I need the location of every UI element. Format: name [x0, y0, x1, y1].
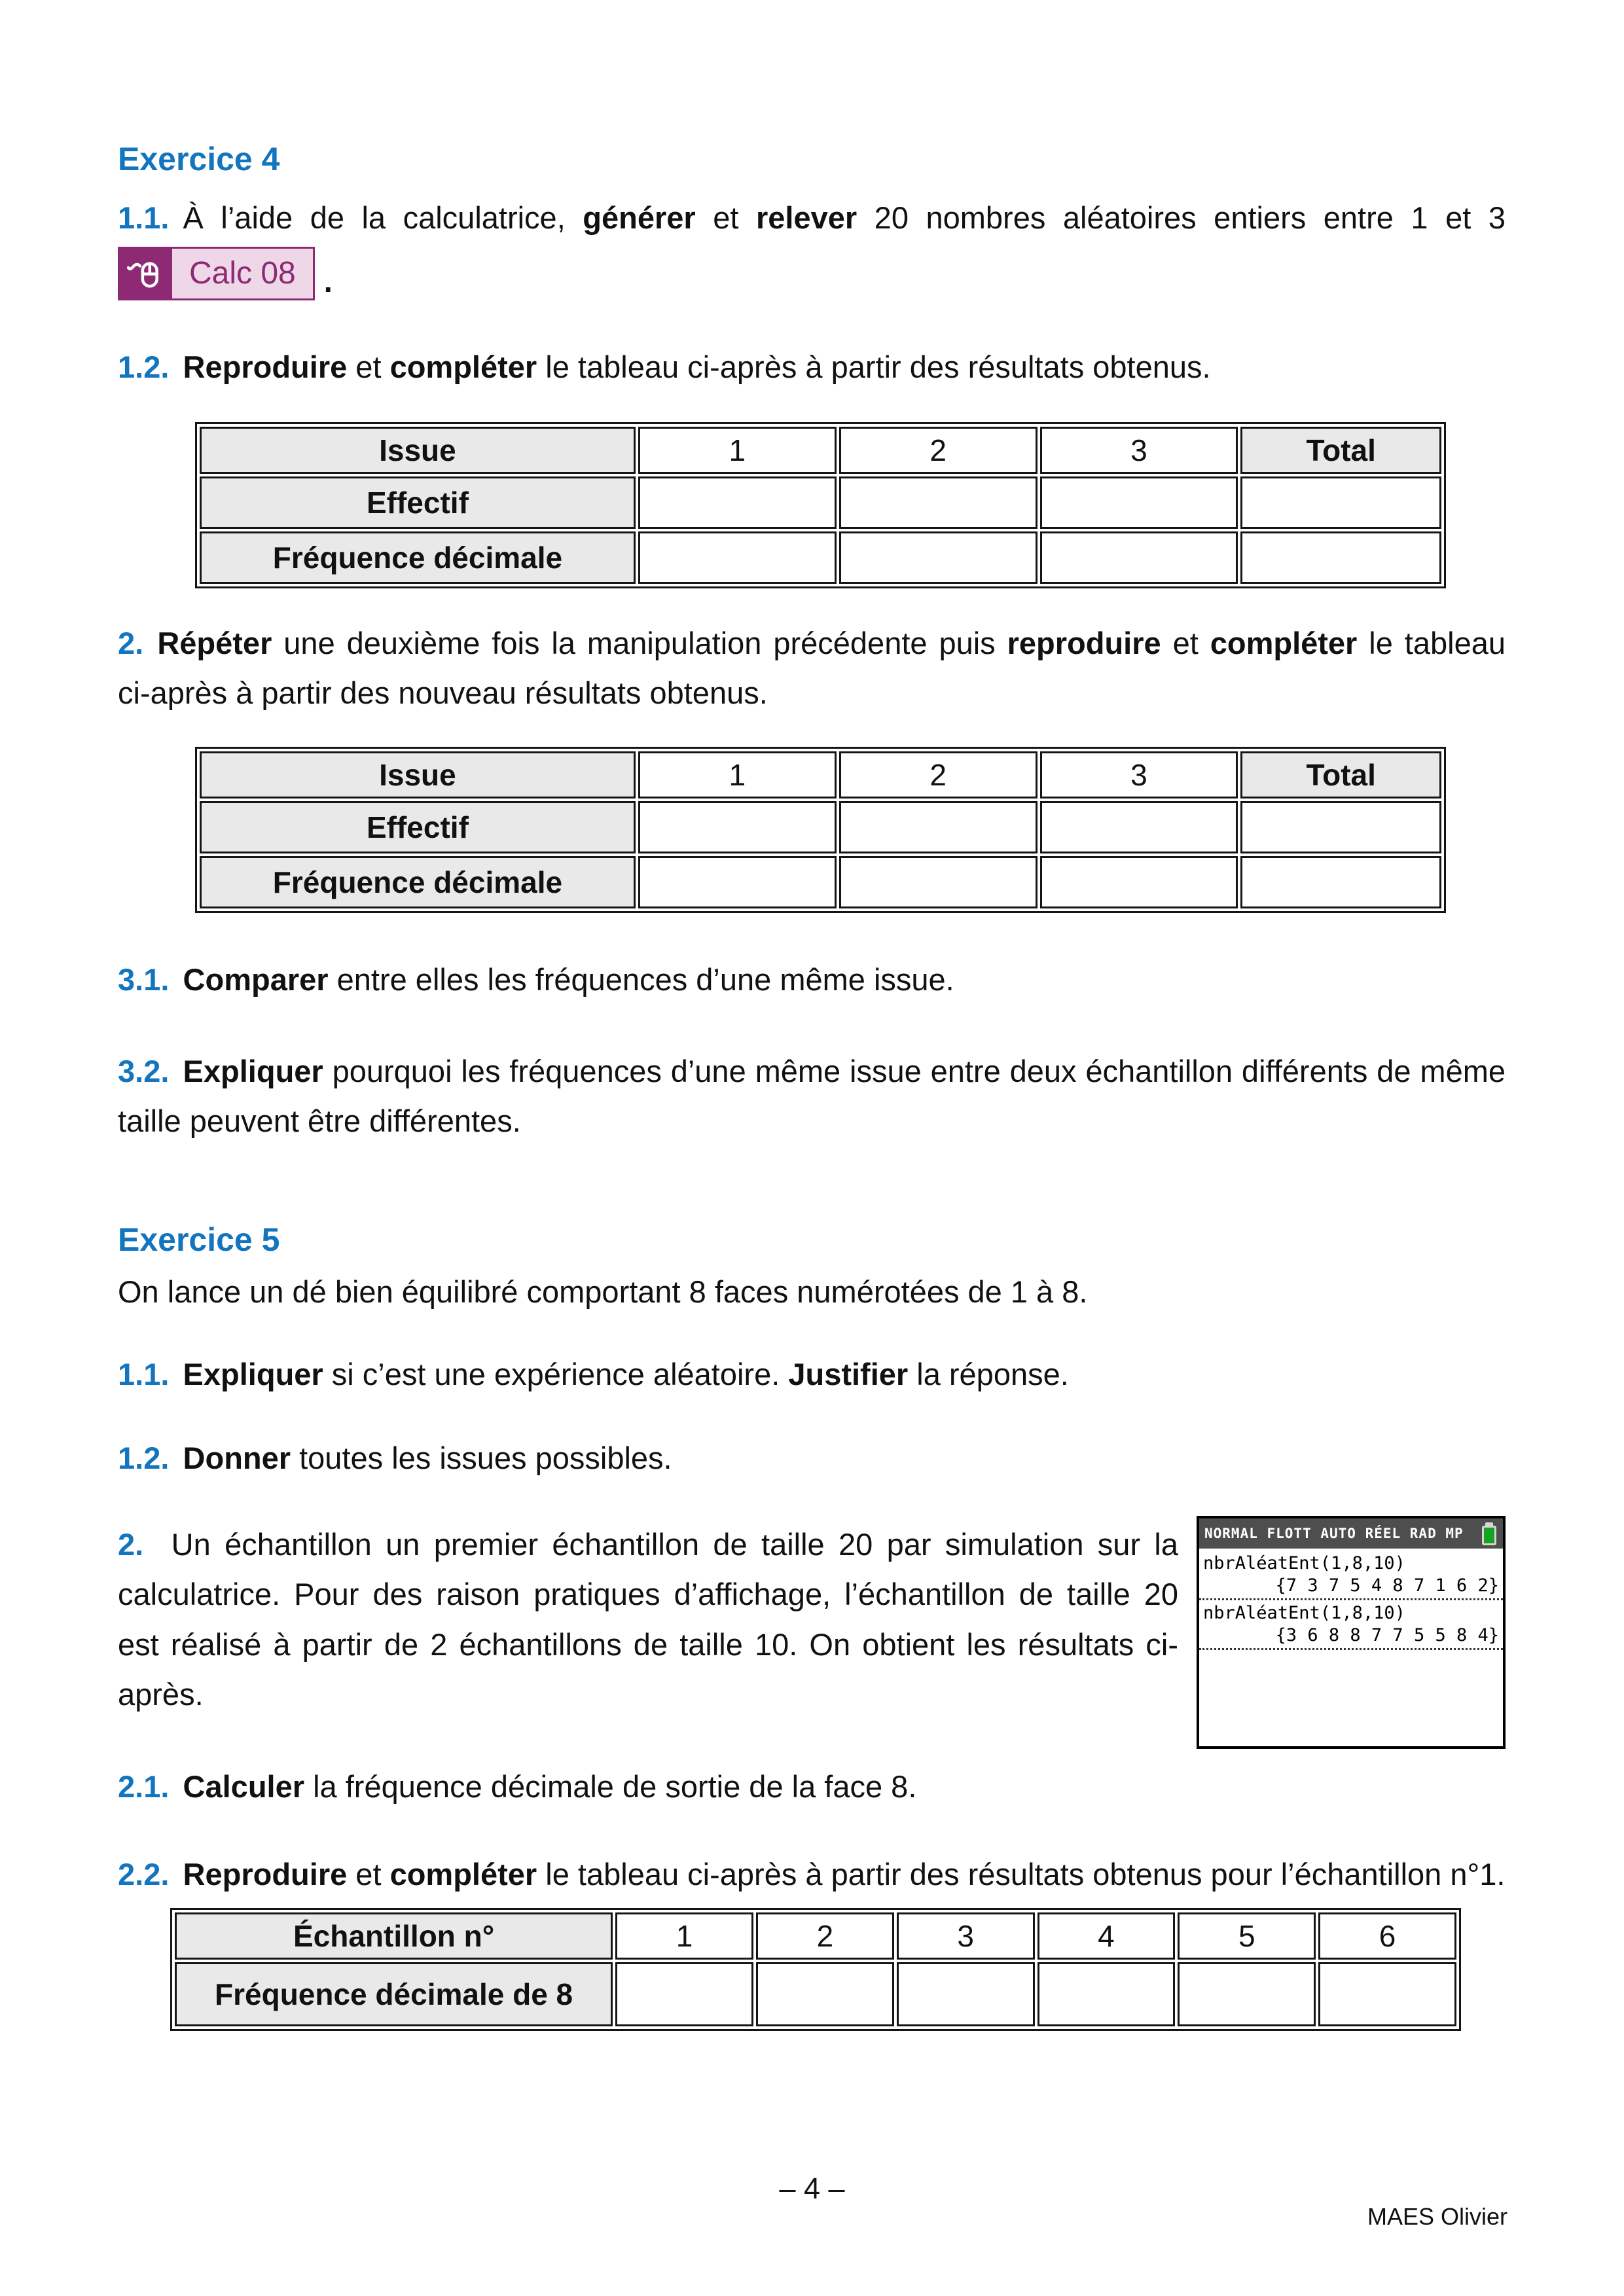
table-header-cell: Total	[1240, 427, 1441, 474]
question-3-2-ex4	[118, 1047, 1506, 1146]
calc-badge-line	[118, 247, 1506, 300]
table-row	[200, 801, 1441, 853]
empty-cell	[1318, 1962, 1456, 2026]
text-run: le tableau ci-après à partir des résultats obtenus.	[537, 349, 1211, 384]
table-header-cell: 4	[1038, 1912, 1176, 1960]
question-1-2-ex5	[118, 1433, 1506, 1483]
text-run-bold: Justifier	[788, 1357, 909, 1391]
text-run: la fréquence décimale de sortie de la face 8.	[304, 1769, 917, 1804]
question-1-1-ex4	[118, 193, 1506, 243]
empty-cell	[638, 476, 837, 529]
empty-cell	[1240, 856, 1441, 908]
question-number: 1.1.	[118, 200, 170, 235]
text-run-bold: compléter	[389, 1857, 537, 1892]
empty-cell	[1178, 1962, 1316, 2026]
battery-level	[1482, 1526, 1496, 1545]
table-header-cell: 3	[1040, 751, 1238, 798]
table-header-cell: Issue	[200, 427, 636, 474]
badge-period: .	[323, 263, 333, 298]
empty-cell	[1040, 801, 1238, 853]
text-run-bold: compléter	[1210, 625, 1358, 660]
text-run-bold: Reproduire	[183, 349, 348, 384]
row-label-cell: Effectif	[200, 476, 636, 529]
calc-input-line: nbrAléatEnt(1,8,10)	[1203, 1603, 1405, 1624]
table-header-cell: 1	[638, 751, 837, 798]
mouse-icon	[120, 249, 172, 298]
table-header-cell: Total	[1240, 751, 1441, 798]
table-row	[200, 531, 1441, 584]
table-row	[175, 1962, 1456, 2026]
question-1-1-ex5	[118, 1350, 1506, 1399]
issue-table-2	[195, 747, 1446, 913]
text-run-bold: Expliquer	[183, 1054, 323, 1089]
table-header-cell: Issue	[200, 751, 636, 798]
text-run-bold: compléter	[389, 349, 537, 384]
question-number: 3.1.	[118, 962, 170, 997]
table-header-row	[200, 751, 1441, 798]
question-number: 1.2.	[118, 1441, 170, 1476]
empty-cell	[1038, 1962, 1176, 2026]
empty-cell	[1240, 531, 1441, 584]
calc-badge	[118, 247, 315, 300]
question-number: 2.	[118, 1527, 144, 1562]
empty-cell	[897, 1962, 1035, 2026]
text-run: si c’est une expérience aléatoire.	[323, 1357, 789, 1391]
calc-result-line: {7 3 7 5 4 8 7 1 6 2}	[1199, 1575, 1503, 1600]
empty-cell	[1240, 476, 1441, 529]
text-run: Un échantillon un premier échantillon de taille 20 par simulation sur la calculatrice. Pour des raison pratiques d’affichage, l’échantillon de taille 20 est réalisé à partir de 2 échantillons de taille 10. On obtient les résultats ci-après.	[118, 1527, 1178, 1712]
empty-cell	[756, 1962, 894, 2026]
table-header-cell: 2	[839, 427, 1038, 474]
text-run-bold: Calculer	[183, 1769, 305, 1804]
row-label-cell: Fréquence décimale	[200, 531, 636, 584]
calc-input-line: nbrAléatEnt(1,8,10)	[1203, 1553, 1405, 1574]
question-2-ex5-block	[118, 1520, 1506, 1719]
question-2-2-ex5	[118, 1850, 1506, 1899]
table-header-cell: 6	[1318, 1912, 1456, 1960]
table-header-row	[200, 427, 1441, 474]
calc-result-line: {3 6 8 8 7 7 5 5 8 4}	[1199, 1624, 1503, 1650]
calc-badge-label: Calc 08	[172, 249, 313, 298]
empty-cell	[839, 531, 1038, 584]
empty-cell	[1040, 856, 1238, 908]
table-header-cell: 2	[839, 751, 1038, 798]
text-run: et	[347, 349, 390, 384]
text-run: toutes les issues possibles.	[291, 1441, 672, 1476]
question-number: 2.2.	[118, 1857, 170, 1892]
text-run-bold: Comparer	[183, 962, 329, 997]
question-number: 3.2.	[118, 1054, 170, 1089]
empty-cell	[1040, 476, 1238, 529]
empty-cell	[615, 1962, 753, 2026]
page-number: – 4 –	[779, 2172, 845, 2205]
exercise4-title: Exercice 4	[118, 141, 280, 177]
text-run: la réponse.	[908, 1357, 1069, 1391]
calculator-screen	[1199, 1552, 1503, 1650]
table-header-cell: 1	[638, 427, 837, 474]
table-header-cell: 2	[756, 1912, 894, 1960]
text-run: entre elles les fréquences d’une même issue.	[328, 962, 954, 997]
table-header-cell: Échantillon n°	[175, 1912, 613, 1960]
text-run: et	[1161, 625, 1210, 660]
empty-cell	[638, 531, 837, 584]
issue-table-1	[195, 422, 1446, 588]
text-run-bold: relever	[755, 200, 857, 235]
empty-cell	[638, 801, 837, 853]
question-2-ex4	[118, 619, 1506, 718]
question-number: 2.1.	[118, 1769, 170, 1804]
text-run-bold: Répéter	[157, 625, 272, 660]
battery-icon	[1482, 1522, 1496, 1545]
table-row	[200, 856, 1441, 908]
text-run: le tableau ci-après à partir des résultats obtenus pour l’échantillon n°1.	[537, 1857, 1506, 1892]
empty-cell	[1040, 531, 1238, 584]
text-run-bold: générer	[583, 200, 696, 235]
table-header-cell: 3	[897, 1912, 1035, 1960]
text-run: 20 nombres aléatoires entiers entre 1 et 3	[857, 200, 1506, 235]
table-row	[200, 476, 1441, 529]
question-3-1-ex4	[118, 955, 1506, 1005]
text-run: le tableau ci-après à partir des nouveau résultats obtenus.	[118, 625, 1506, 710]
exercise5-intro: On lance un dé bien équilibré comportant 8 faces numérotées de 1 à 8.	[118, 1274, 1088, 1309]
calculator-screenshot	[1197, 1516, 1506, 1749]
table-header-cell: 5	[1178, 1912, 1316, 1960]
exercise5-title: Exercice 5	[118, 1221, 280, 1259]
text-run-bold: Donner	[183, 1441, 291, 1476]
empty-cell	[839, 476, 1038, 529]
text-run-bold: reproduire	[1007, 625, 1161, 660]
question-number: 2.	[118, 625, 144, 660]
table-header-row	[175, 1912, 1456, 1960]
text-run: et	[347, 1857, 390, 1892]
empty-cell	[839, 856, 1038, 908]
question-2-1-ex5	[118, 1762, 1506, 1812]
text-run-bold: Expliquer	[183, 1357, 323, 1391]
text-run: une deuxième fois la manipulation précédente puis	[272, 625, 1007, 660]
row-label-cell: Fréquence décimale	[200, 856, 636, 908]
table-header-cell: 1	[615, 1912, 753, 1960]
text-run: À l’aide de la calculatrice,	[183, 200, 583, 235]
text-run: et	[695, 200, 756, 235]
text-run: pourquoi les fréquences d’une même issue entre deux échantillon différents de même taille peuvent être différentes.	[118, 1054, 1506, 1139]
empty-cell	[839, 801, 1038, 853]
table-header-cell: 3	[1040, 427, 1238, 474]
question-1-2-ex4	[118, 342, 1506, 392]
text-run-bold: Reproduire	[183, 1857, 348, 1892]
row-label-cell: Effectif	[200, 801, 636, 853]
question-number: 1.2.	[118, 349, 170, 384]
empty-cell	[638, 856, 837, 908]
author-name: MAES Olivier	[1367, 2203, 1507, 2230]
row-label-cell: Fréquence décimale de 8	[175, 1962, 613, 2026]
empty-cell	[1240, 801, 1441, 853]
question-number: 1.1.	[118, 1357, 170, 1391]
calculator-status-text: NORMAL FLOTT AUTO RÉEL RAD MP	[1204, 1526, 1464, 1542]
calculator-status-bar	[1199, 1518, 1503, 1549]
sample-table	[170, 1908, 1461, 2031]
